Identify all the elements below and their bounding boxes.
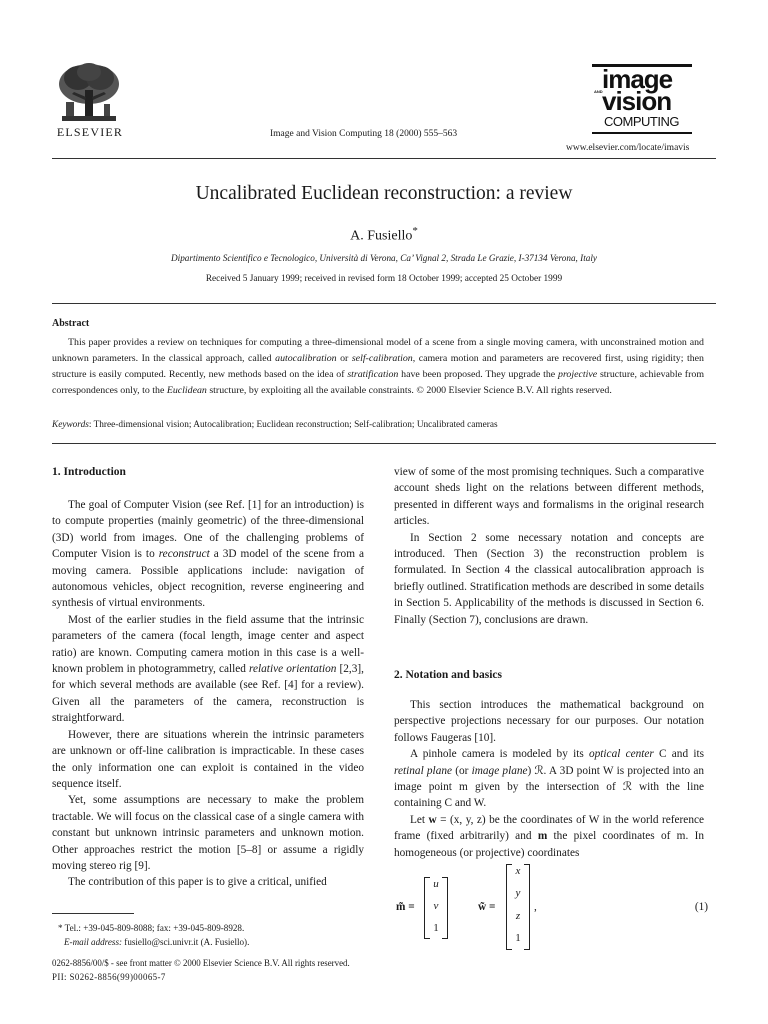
section-2-heading: 2. Notation and basics: [394, 669, 502, 681]
w-vector-entry-1: x: [515, 865, 521, 877]
abstract-top-rule: [52, 303, 716, 304]
intro-paragraph-7: In Section 2 some necessary notation and concepts are introduced. Then (Section 3) the reconstruction problem is formulated. In Section 4 the classical autocalibration approach is briefly outlined. Stratification methods are described in some details in Section 5. Applicability of the methods is discussed in Section 6. Finally (Section 7), conclusions are drawn.: [394, 531, 704, 626]
journal-logo-and: AND: [594, 89, 603, 94]
pii-line: PII: S0262-8856(99)00065-7: [52, 971, 166, 982]
right-column-top: [394, 464, 704, 628]
notation-paragraph-3: Let w = (x, y, z) be the coordinates of W in the world reference frame (fixed arbitrarily) and m the pixel coordinates of m. In homogeneous (or projective) coordinates: [394, 813, 705, 859]
m-vector-right-bracket: [442, 877, 448, 939]
paper-title: Uncalibrated Euclidean reconstruction: a review: [195, 183, 573, 204]
keywords-text: : Three-dimensional vision; Autocalibration; Euclidean reconstruction; Self-calibration; Uncalibrated cameras: [88, 420, 498, 430]
abstract-text: This paper provides a review on techniques for computing a three-dimensional model of a scene from a single moving camera, with unconstrained motion and unknown parameters. In the classical approach, called autocalibration or self-calibration, camera motion and parameters are recovered first, using rigidity; then structure is easily computed. Recently, new methods based on the idea of stratification have been proposed. They upgrade the projective structure, achievable from correspondences only, to the Euclidean structure, by exploiting all the available constraints. © 2000 Elsevier Science B.V. All rights reserved.: [52, 337, 705, 396]
publisher-name: ELSEVIER: [56, 125, 124, 139]
m-vector-entry-1: u: [433, 878, 439, 890]
notation-paragraph-2: A pinhole camera is modeled by its optical center C and its retinal plane (or image plane) ℛ. A 3D point W is projected into an image point m given by the intersection of ℛ with the line containing C and W.: [394, 748, 704, 810]
right-column-body: [394, 697, 704, 861]
journal-logo-vision: vision: [602, 86, 672, 116]
author: [52, 225, 716, 245]
w-vector-entry-2: y: [515, 887, 521, 899]
journal-citation: Image and Vision Computing 18 (2000) 555–563: [270, 129, 458, 139]
dates: Received 5 January 1999; received in revised form 18 October 1999; accepted 25 October 1999: [205, 274, 563, 284]
notation-paragraph-1: This section introduces the mathematical background on perspective projections necessary for our purposes. Our notation follows Faugeras [10].: [394, 699, 704, 744]
intro-paragraph-3: However, there are situations wherein the intrinsic parameters are unknown or off-line calibration is impracticable. In these cases the only information one can exploit is contained in the video sequence itself.: [52, 728, 364, 790]
footnote-rule: [52, 913, 134, 914]
author-name: A. Fusiello: [350, 228, 413, 244]
intro-paragraph-6: view of some of the most promising techniques. Such a comparative account sheds light on the relations between different methods, presented in different ways and formalisms in the original research articles.: [394, 466, 704, 528]
keywords: [52, 420, 716, 430]
equation-comma: ,: [534, 901, 537, 913]
affiliation: Dipartimento Scientifico e Tecnologico, Università di Verona, Ca’ Vignal 2, Strada Le Grazie, I-37134 Verona, Italy: [171, 253, 597, 263]
journal-logo-computing: COMPUTING: [604, 114, 679, 129]
abstract-bottom-rule: [52, 443, 716, 444]
abstract-heading: Abstract: [52, 318, 90, 329]
m-vector-entry-2: v: [433, 900, 439, 912]
intro-paragraph-1: The goal of Computer Vision (see Ref. [1] for an introduction) is to compute properties (mainly geometric) of the three-dimensional (3D) world from images. One of the challenging problems of Computer Vision is to reconstruct a 3D model of the scene from a moving camera. Possible applications include: navigation of autonomous vehicles, object recognition, reverse engineering and synthesis of virtual environments.: [52, 499, 364, 610]
intro-paragraph-5: The contribution of this paper is to give a critical, unified: [68, 876, 327, 889]
copyright: [52, 957, 350, 984]
journal-logo-image: image: [602, 64, 673, 94]
keywords-label: Keywords: [52, 420, 89, 430]
section-1-heading: 1. Introduction: [52, 466, 126, 478]
intro-paragraph-2: Most of the earlier studies in the field assume that the intrinsic parameters of the camera (focal length, image center and aspect ratio) are known. Computing camera motion in this case is a well-known problem in photogrammetry, called relative orientation [2,3], for which several methods are available (see Ref. [4] for a review). Given all the parameters of the camera, reconstruction is straightforward.: [52, 613, 364, 725]
w-vector-right-bracket: [524, 864, 530, 950]
journal-url[interactable]: www.elsevier.com/locate/imavis: [566, 143, 690, 153]
w-vector-entry-4: 1: [515, 932, 521, 944]
footnote-contact: * Tel.: +39-045-809-8088; fax: +39-045-809-8928.: [58, 923, 245, 933]
w-tilde-label: w̃ =: [478, 901, 496, 913]
left-column-body: [52, 497, 364, 891]
m-vector-entry-3: 1: [433, 922, 439, 934]
author-footnote-mark: *: [412, 225, 418, 237]
equation-number: (1): [694, 901, 708, 913]
footnote: [52, 921, 364, 949]
elsevier-tree-logo: [52, 60, 126, 126]
header-rule: [52, 158, 716, 159]
equation-1: [394, 860, 714, 950]
w-vector-entry-3: z: [515, 910, 521, 922]
footnote-email: E-mail address: fusiello@sci.univr.it (A. Fusiello).: [64, 937, 250, 947]
journal-logo: [592, 64, 692, 134]
intro-paragraph-4: Yet, some assumptions are necessary to make the problem tractable. We will focus on the classical case of a single camera with constant but unknown intrinsic parameters and unknown motion. Other approaches restrict the motion [5–8] or assume a rigidly moving stereo rig [9].: [52, 794, 364, 872]
copyright-line: 0262-8856/00/$ - see front matter © 2000 Elsevier Science B.V. All rights reserved.: [52, 958, 350, 968]
m-tilde-label: m̃ =: [396, 901, 415, 913]
